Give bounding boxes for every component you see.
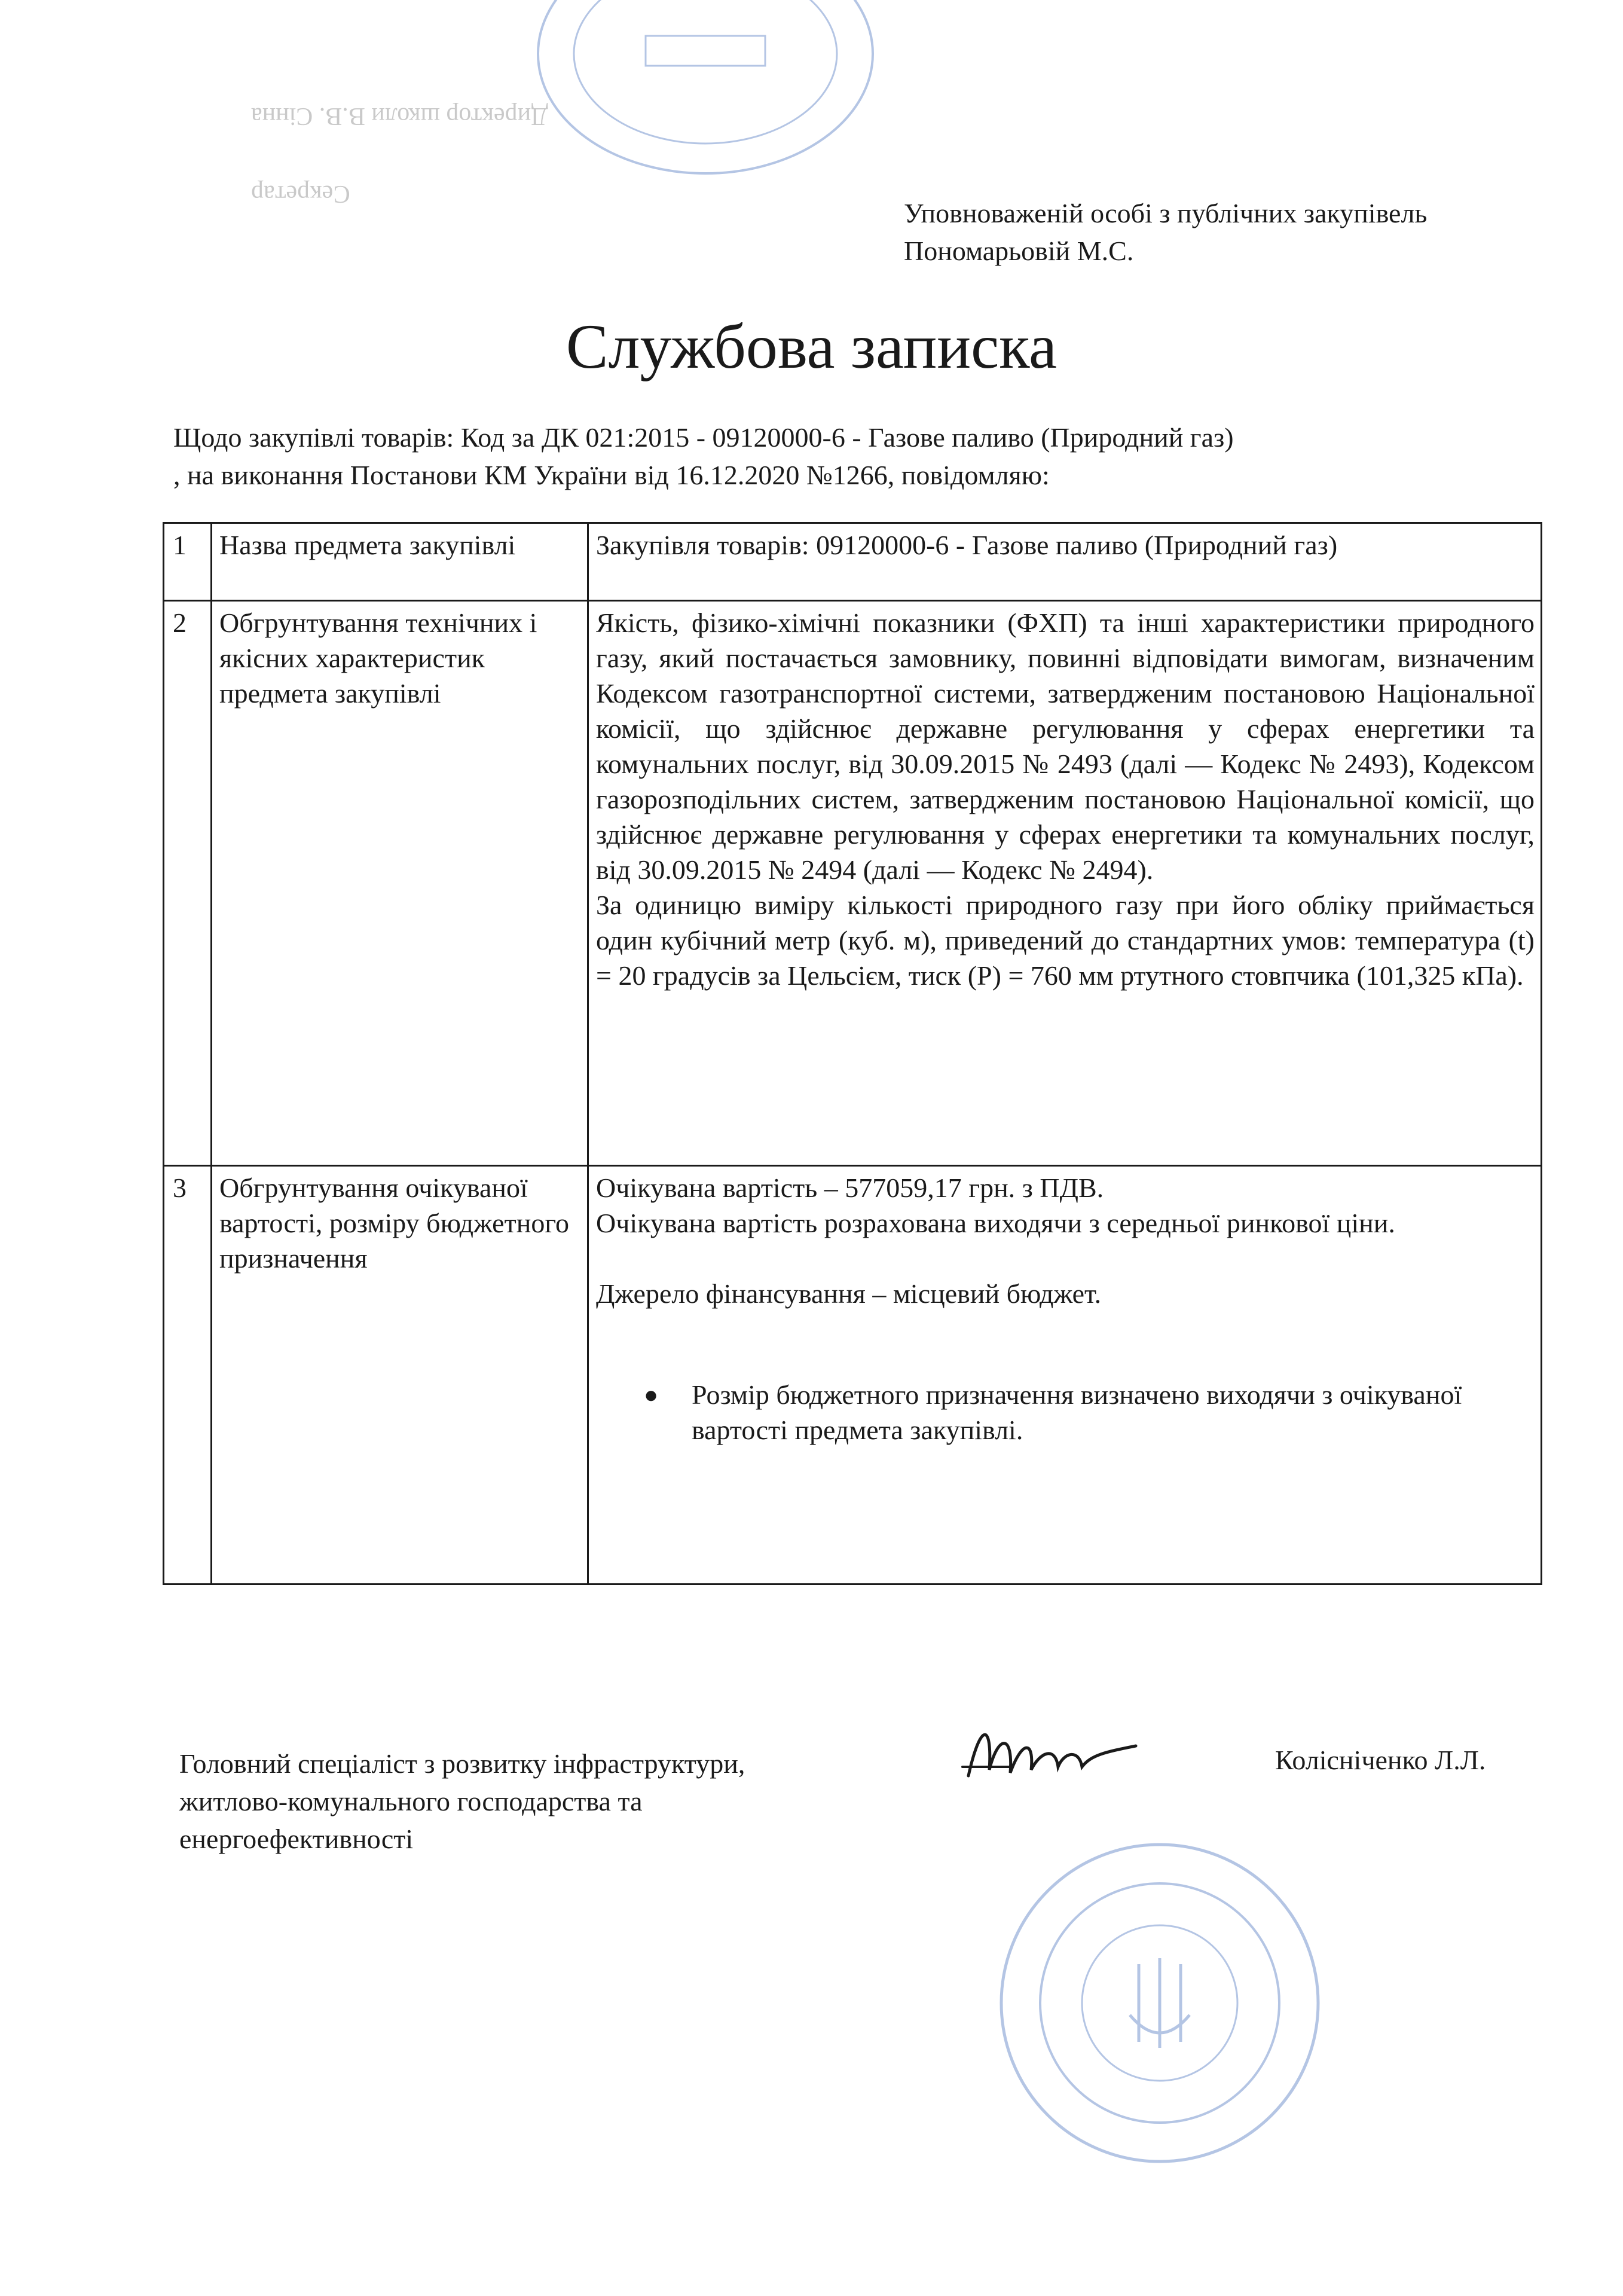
document-title: Службова записка (566, 312, 1057, 381)
bleed-through-text: Директор школи В.В. Сінна (251, 102, 548, 130)
content-paragraph: За одиницю виміру кількості природного газу при його обліку приймається один кубічний метр (куб. м), приведений до стандартних умов: температура (t) = 20 градусів за Цельсієм, тиск (Р) = 760 мм ртутного стовпчика (101,325 кПа). (596, 890, 1535, 991)
intro-line1: Щодо закупівлі товарів: Код за ДК 021:2015 - 09120000-6 - Газове паливо (Природний газ) (173, 422, 1234, 453)
addressee-line2: Пономарьовій М.С. (904, 236, 1134, 266)
position-line3: енергоефективності (179, 1824, 414, 1854)
round-stamp-bottom (992, 1836, 1327, 2170)
memo-table (163, 522, 1542, 1585)
row-number: 2 (164, 601, 212, 1166)
content-paragraph: Якість, фізико-хімічні показники (ФХП) та інші характеристики природного газу, який постачається замовнику, повинні відповідати вимогам, визначеним Кодексом газотранспортної системи, затвердженим постановою Національної комісії, що здійснює державне регулювання у сферах енергетики та комунальних послуг, від 30.09.2015 № 2493 (далі — Кодекс № 2493), Кодексом газорозподільних систем, затвердженим постановою Національної комісії, що здійснює державне регулювання у сферах енергетики та комунальних послуг, від 30.09.2015 № 2494 (далі — Кодекс № 2494). (596, 607, 1535, 885)
row-label: Обгрунтування технічних і якісних характеристик предмета закупівлі (212, 601, 588, 1166)
addressee-block (904, 194, 1427, 270)
signatory-name: Колісніченко Л.Л. (1275, 1745, 1486, 1775)
position-line2: житлово-комунального господарства та (179, 1786, 643, 1816)
content-paragraph: Закупівля товарів: 09120000-6 - Газове паливо (Природний газ) (596, 530, 1338, 560)
row-label: Назва предмета закупівлі (212, 523, 588, 601)
handwritten-signature (956, 1710, 1148, 1794)
content-paragraph: Очікувана вартість розрахована виходячи з середньої ринкової ціни. (596, 1208, 1395, 1238)
content-paragraph: Джерело фінансування – місцевий бюджет. (596, 1278, 1102, 1309)
position-line1: Головний спеціаліст з розвитку інфраструктури, (179, 1748, 745, 1779)
table-row (164, 1166, 1542, 1584)
row-label: Обгрунтування очікуваної вартості, розміру бюджетного призначення (212, 1166, 588, 1584)
content-paragraph: Очікувана вартість – 577059,17 грн. з ПДВ. (596, 1173, 1104, 1203)
bullet-text: Розмір бюджетного призначення визначено виходячи з очікуваної вартості предмета закупівлі. (692, 1379, 1462, 1445)
row-content (588, 523, 1542, 601)
signatory-position (179, 1745, 897, 1858)
addressee-line1: Уповноваженій особі з публічних закупівель (904, 198, 1428, 228)
table-row (164, 523, 1542, 601)
intro-line2: , на виконання Постанови КМ України від 16.12.2020 №1266, повідомляю: (173, 460, 1050, 490)
row-content (588, 601, 1542, 1166)
row-number: 3 (164, 1166, 212, 1584)
bleed-through-text: Секретар (251, 180, 350, 207)
round-stamp-top (526, 0, 885, 215)
bullet-dot-icon: ● (644, 1381, 659, 1408)
intro-paragraph (173, 419, 1548, 494)
bullet-item (644, 1377, 1535, 1448)
row-content (588, 1166, 1542, 1584)
row-number: 1 (164, 523, 212, 601)
table-row (164, 601, 1542, 1166)
